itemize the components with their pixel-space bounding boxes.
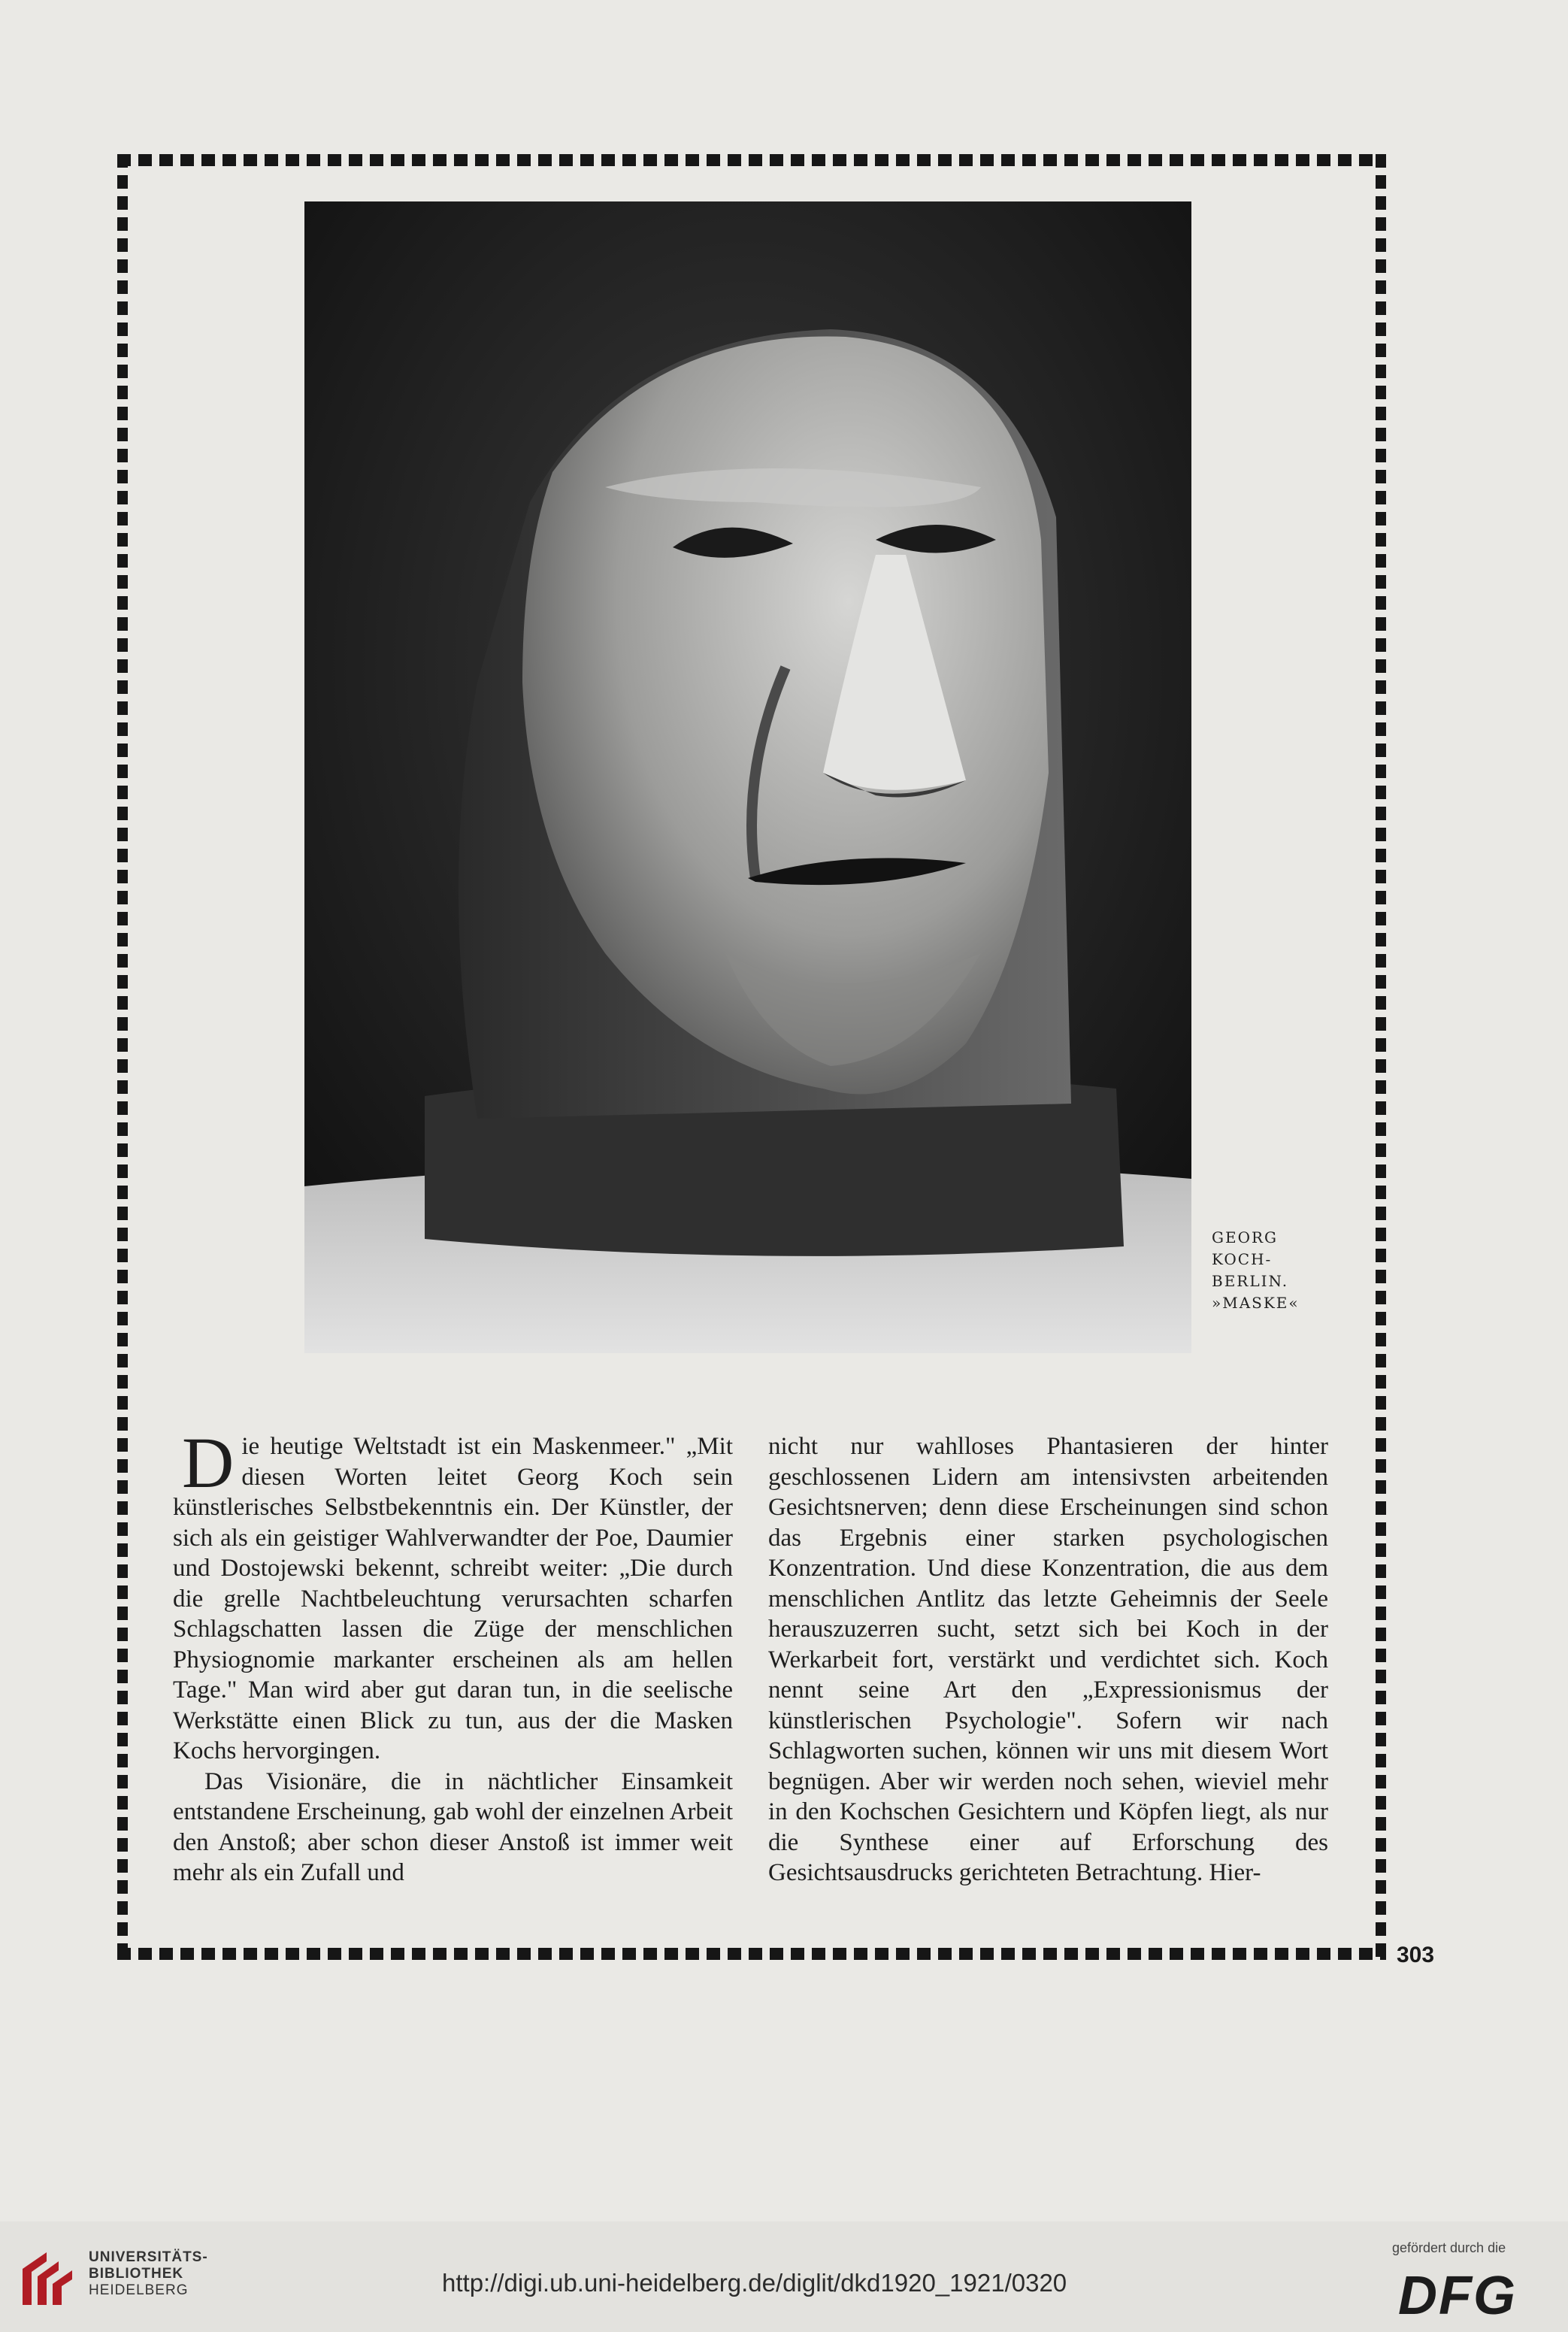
- frame-top-border: [117, 154, 1386, 166]
- caption-line: KOCH-: [1212, 1250, 1273, 1268]
- page-number: 303: [1397, 1943, 1435, 1967]
- permalink-url[interactable]: http://digi.ub.uni-heidelberg.de/diglit/dkd1920_1921/0320: [442, 2269, 1067, 2297]
- mask-photograph: [304, 201, 1191, 1353]
- dfg-logo[interactable]: DFG: [1398, 2266, 1517, 2326]
- caption-line: GEORG: [1212, 1228, 1279, 1246]
- article-column-left: [173, 1422, 733, 1888]
- article-paragraph: nicht nur wahlloses Phantasieren der hinter geschlossenen Lidern am intensivsten arbeitenden Gesichtsnerven; denn diese Erscheinungen sind schon das Ergebnis einer starken psychologischen Konzentration. Und diese Konzentration, die aus dem menschlichen Antlitz das letzte Geheimnis der Seele herauszuzerren sucht, setzt sich bei Koch in der Werkarbeit fort, verstärkt und verdichtet sich. Koch nennt seine Art den „Expressionismus der künstlerischen Psychologie". Sofern wir nach Schlagworten suchen, können wir uns mit diesem Wort begnügen. Aber wir werden noch sehen, wieviel mehr in den Kochschen Gesichtern und Köpfen liegt, als nur die Synthese einer auf Erforschung des Gesichtsausdrucks gerichteten Betrachtung. Hier-: [768, 1433, 1328, 1886]
- library-name[interactable]: [89, 2249, 208, 2299]
- university-library-logo-icon: [17, 2246, 80, 2311]
- caption-line: »MASKE«: [1212, 1294, 1300, 1312]
- caption-line: BERLIN.: [1212, 1272, 1289, 1290]
- library-name-line: BIBLIOTHEK: [89, 2266, 184, 2282]
- frame-right-border: [1376, 154, 1386, 1960]
- article-paragraph: [173, 1422, 733, 1767]
- paragraph-text: ie heutige Weltstadt ist ein Maskenmeer." „Mit diesen Worten leitet Georg Koch sein künstlerisches Selbstbekenntnis ein. Der Künstler, der sich als ein geistiger Wahlverwandter der Poe, Daumier und Dostojewski bekennt, schreibt weiter: „Die durch die grelle Nachtbeleuchtung verursachten scharfen Schlagschatten lassen die Züge der menschlichen Physiognomie markanter erscheinen als am hellen Tage." Man wird aber gut daran tun, in die seelische Werkstätte einen Blick zu tun, aus der die Masken Kochs hervorgingen.: [173, 1433, 733, 1764]
- library-name-line: HEIDELBERG: [89, 2282, 189, 2298]
- drop-cap: D: [182, 1422, 235, 1503]
- photo-caption: [1212, 1227, 1339, 1314]
- frame-bottom-border: [117, 1948, 1386, 1960]
- funding-note: gefördert durch die: [1392, 2240, 1506, 2255]
- article-paragraph: Das Visionäre, die in nächtlicher Einsamkeit entstandene Erscheinung, gab wohl der einzelnen Arbeit den Anstoß; aber schon dieser Anstoß ist immer weit mehr als ein Zufall und: [173, 1767, 733, 1886]
- library-name-line: UNIVERSITÄTS-: [89, 2249, 208, 2265]
- article-column-right: [768, 1431, 1328, 1888]
- frame-left-border: [117, 154, 128, 1960]
